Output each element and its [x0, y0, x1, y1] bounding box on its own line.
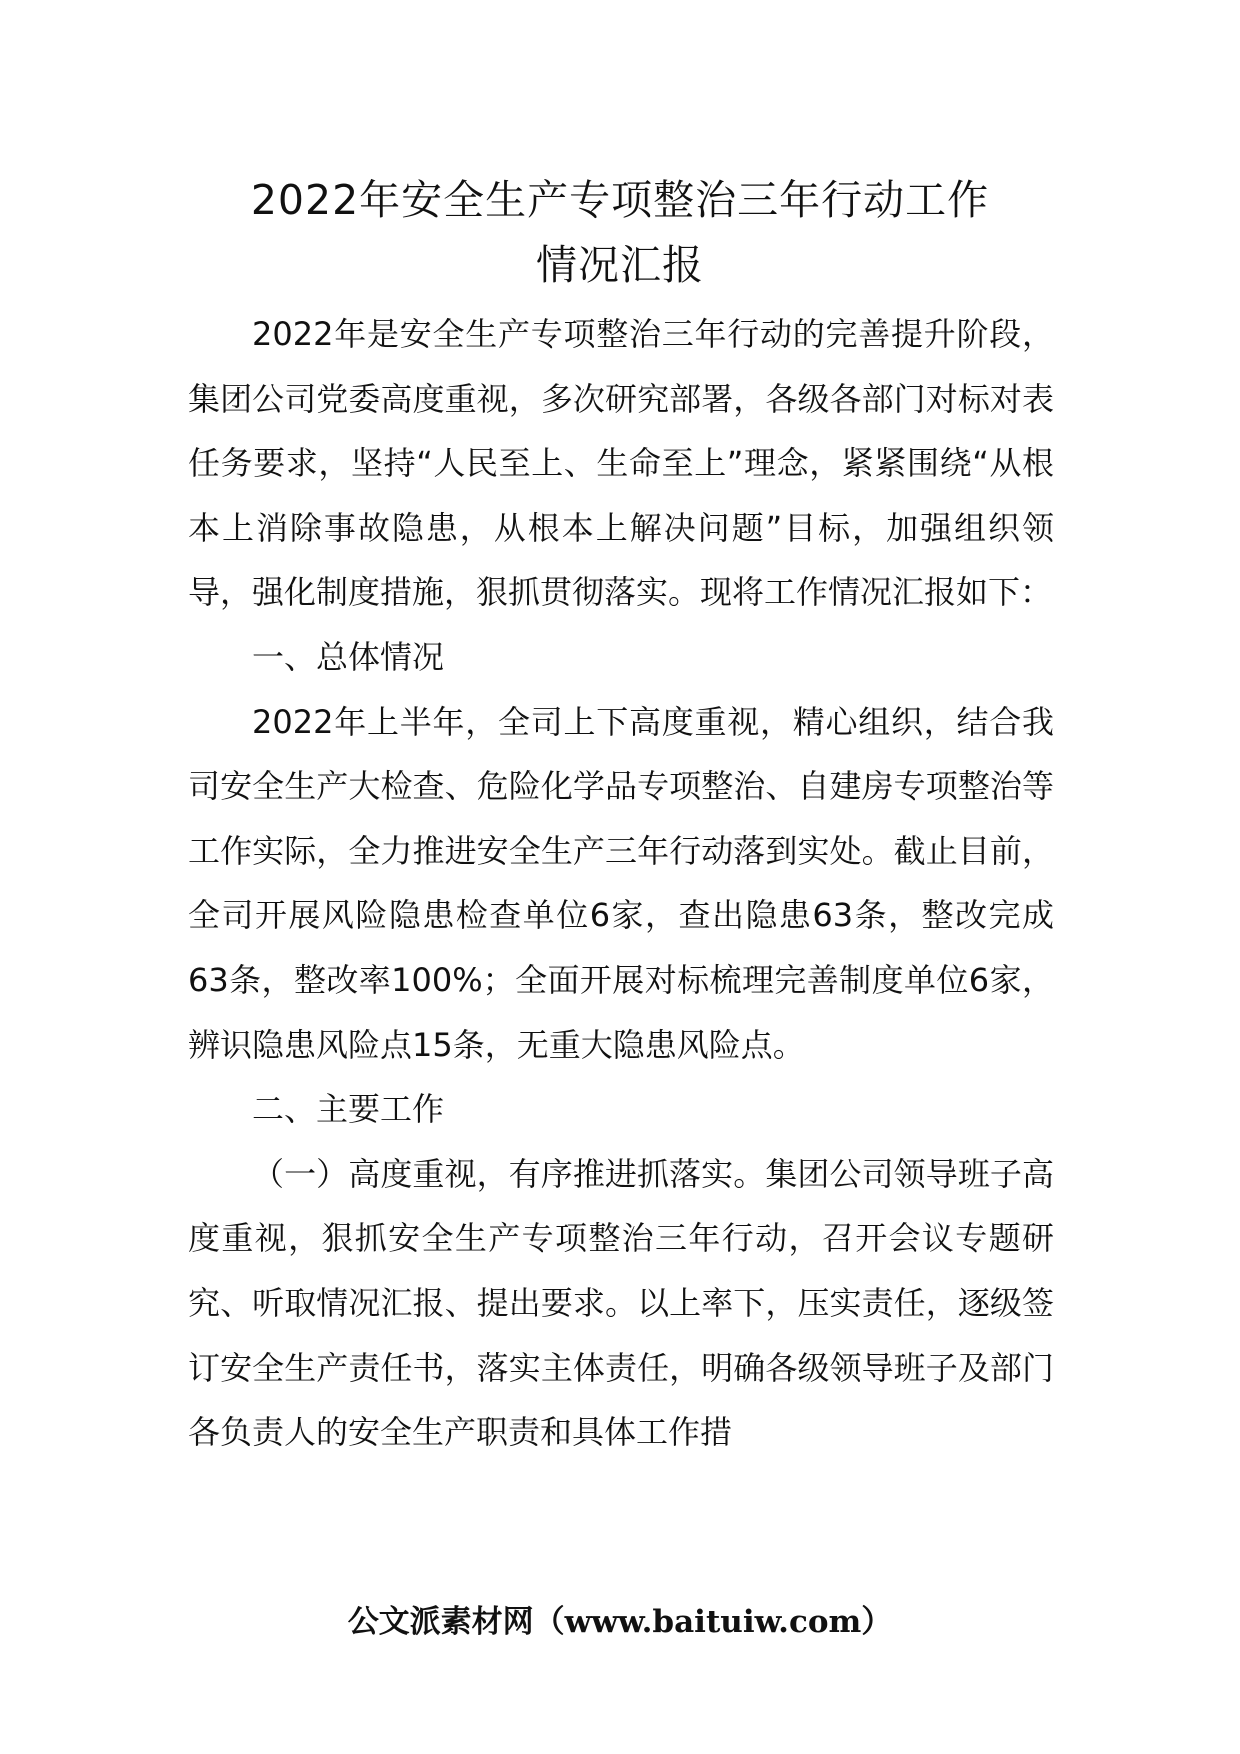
document-body [188, 302, 1054, 1465]
footer-watermark: 公文派素材网（www.baituiw.com） [347, 1604, 893, 1640]
intro-paragraph: 2022年是安全生产专项整治三年行动的完善提升阶段，集团公司党委高度重视，多次研究部署，各级各部门对标对表任务要求，坚持“人民至上、生命至上”理念，紧紧围绕“从根本上消除事故隐患，从根本上解决问题”目标，加强组织领导，强化制度措施，狠抓贯彻落实。现将工作情况汇报如下： [188, 315, 1054, 612]
section1-paragraph: 2022年上半年，全司上下高度重视，精心组织，结合我司安全生产大检查、危险化学品专项整治、自建房专项整治等工作实际，全力推进安全生产三年行动落到实处。截止目前，全司开展风险隐患检查单位6家，查出隐患63条，整改完成63条，整改率100%；全面开展对标梳理完善制度单位6家，辨识隐患风险点15条，无重大隐患风险点。 [188, 702, 1054, 1064]
section2-heading: 二、主要工作 [252, 1090, 445, 1129]
document-title-line2: 情况汇报 [536, 241, 704, 289]
section1-heading: 一、总体情况 [252, 637, 445, 676]
section2-item1-paragraph: （一）高度重视，有序推进抓落实。集团公司领导班子高度重视，狠抓安全生产专项整治三年行动，召开会议专题研究、听取情况汇报、提出要求。以上率下，压实责任，逐级签订安全生产责任书，落实主体责任，明确各级领导班子及部门各负责人的安全生产职责和具体工作措 [188, 1154, 1054, 1452]
document-title-line1: 2022年安全生产专项整治三年行动工作 [250, 176, 990, 224]
